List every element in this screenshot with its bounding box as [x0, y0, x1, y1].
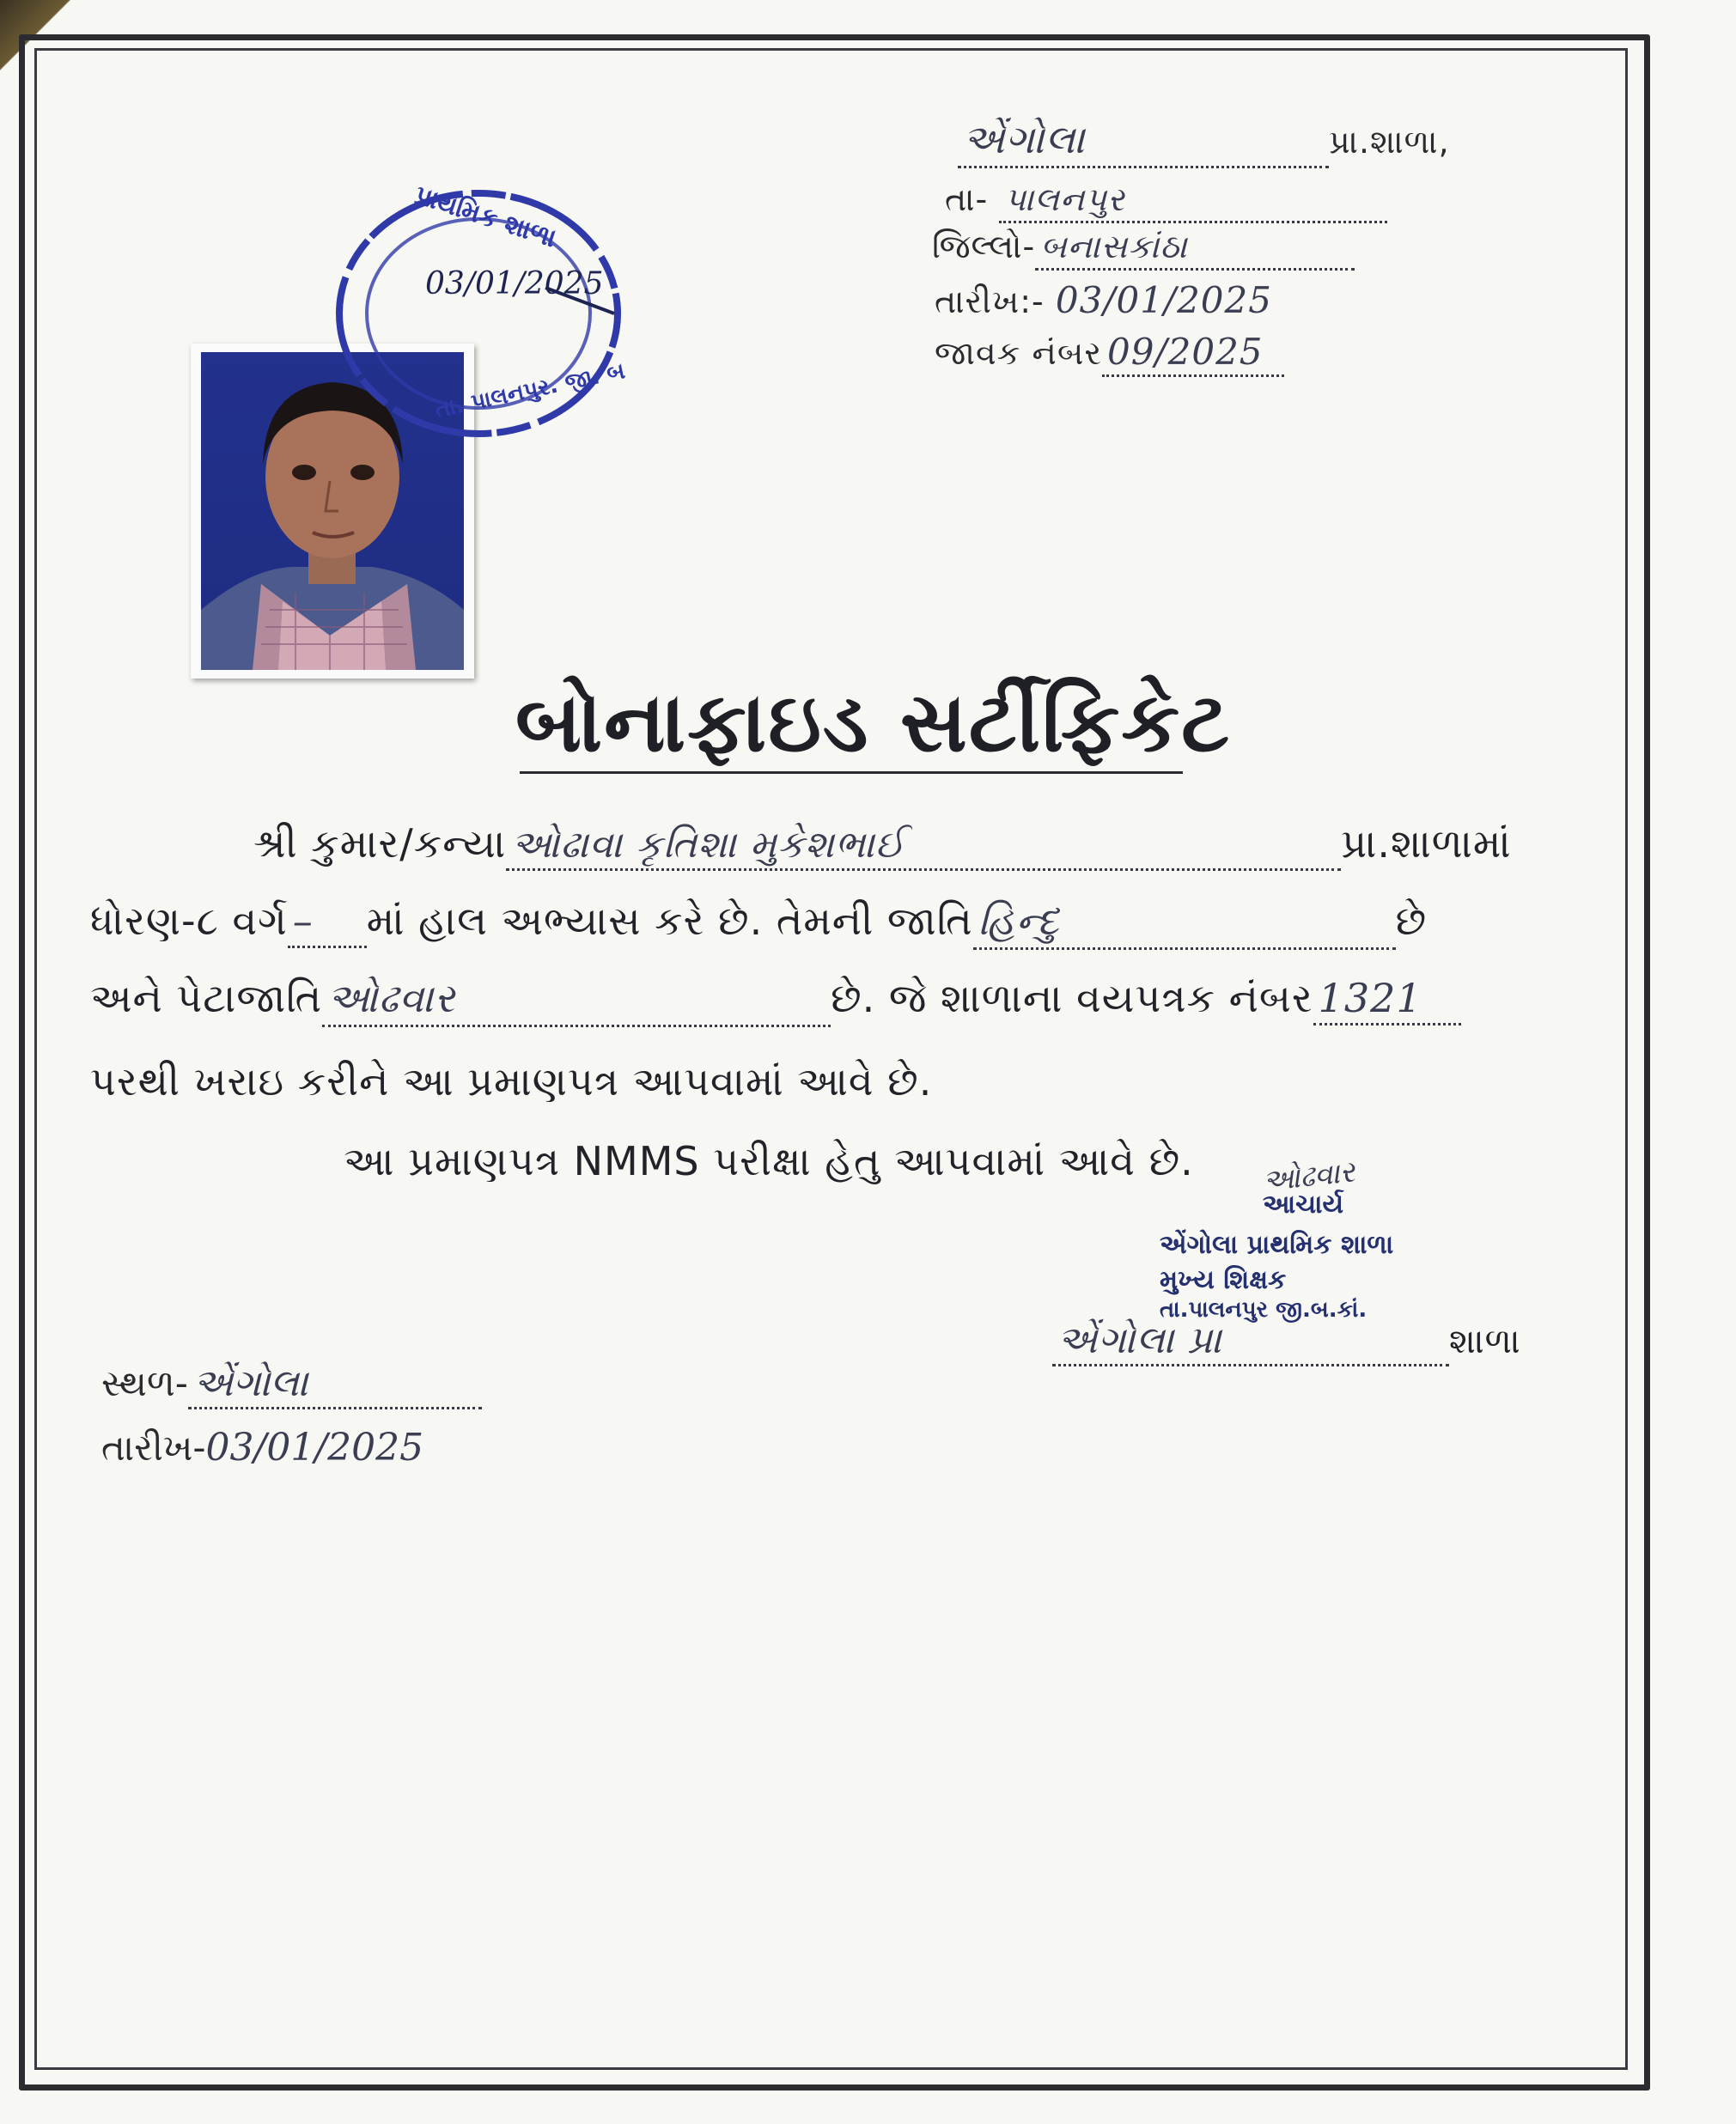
stamp-top-text: પ્રાથમિક શાળા: [411, 180, 560, 254]
line1-suffix: પ્રા.શાળામાં: [1341, 820, 1512, 867]
place-prefix: સ્થળ-: [101, 1362, 188, 1404]
signature-school-line: [1052, 1318, 1521, 1366]
signature-school-suffix: શાળા: [1449, 1322, 1521, 1361]
stamp-bottom-text: તા. પાલનપુર. જી. બ: [433, 357, 628, 424]
principal-signature: ઓઢવાર: [1261, 1154, 1357, 1199]
body-line-5: આ પ્રમાણપત્ર NMMS પરીક્ષા હેતુ આપવામાં આવે છે.: [344, 1138, 1194, 1184]
stamp-line-head: મુખ્ય શિક્ષક: [1160, 1265, 1287, 1295]
stamp-line-acharya: આચાર્ય: [1263, 1190, 1344, 1220]
footer-date-line: [101, 1426, 423, 1470]
header-taluka-line: [945, 180, 1387, 223]
certificate-title: બોનાફાઇડ સર્ટીફિકેટ: [515, 674, 1232, 770]
header-school-line: [958, 116, 1450, 168]
header-district-prefix: જિલ્લો-: [932, 228, 1036, 265]
header-date-value: 03/01/2025: [1055, 279, 1272, 321]
body-line-1: [253, 820, 1512, 871]
header-school-suffix: પ્રા.શાળા,: [1329, 123, 1450, 161]
body-line-4: પરથી ખરાઇ કરીને આ પ્રમાણપત્ર આપવામાં આવે છે.: [90, 1058, 933, 1105]
body-line-2: [90, 898, 1427, 950]
stamp-line-address: તા.પાલનપુર જી.બ.કાં.: [1160, 1297, 1367, 1323]
line3-mid: છે. જે શાળાના વયપત્રક નંબર: [831, 975, 1313, 1021]
header-school-name: એંગોલા: [958, 116, 1329, 168]
place-value: એંગોલા: [188, 1361, 482, 1409]
line2-suffix: છે: [1395, 898, 1428, 944]
principal-stamp: [1160, 1190, 1452, 1324]
header-date-line: [935, 279, 1272, 321]
title-underline: [520, 771, 1183, 774]
footer-place-line: [101, 1361, 482, 1409]
school-round-stamp: [331, 180, 628, 447]
stamp-date: 03/01/2025: [425, 266, 604, 301]
footer-date-value: 03/01/2025: [205, 1426, 424, 1470]
stamp-line-school: એંગોલા પ્રાથમિક શાળા: [1160, 1230, 1394, 1260]
line2-mid: માં હાલ અભ્યાસ કરે છે. તેમની જાતિ: [366, 898, 973, 944]
body-line-3: [90, 975, 1461, 1027]
footer-date-prefix: તારીખ-: [101, 1427, 206, 1469]
line3-prefix: અને પેટાજાતિ: [90, 975, 323, 1021]
header-taluka-value: પાલનપુર: [999, 180, 1387, 223]
student-name: ઓઢાવા કૃતિશા મુકેશભાઈ: [506, 823, 1341, 871]
line1-prefix: શ્રી કુમાર/કન્યા: [253, 820, 507, 867]
class-value: –: [288, 898, 367, 948]
header-district-value: બનાસકાંઠા: [1035, 228, 1355, 271]
register-number: 1321: [1313, 975, 1461, 1025]
header-date-prefix: તારીખ:-: [935, 283, 1045, 320]
header-taluka-prefix: તા-: [945, 180, 989, 218]
line2-prefix: ધોરણ-૮ વર્ગ: [90, 898, 288, 944]
header-district-line: [932, 228, 1355, 271]
header-outward-prefix: જાવક નંબર: [935, 334, 1103, 372]
subcaste-value: ઓઢવાર: [322, 975, 831, 1027]
header-outward-value: 09/2025: [1102, 331, 1284, 377]
caste-value: હિન્દુ: [973, 898, 1396, 950]
signature-school-name: એંગોલા પ્રા: [1052, 1318, 1449, 1366]
header-outward-line: [935, 331, 1284, 377]
